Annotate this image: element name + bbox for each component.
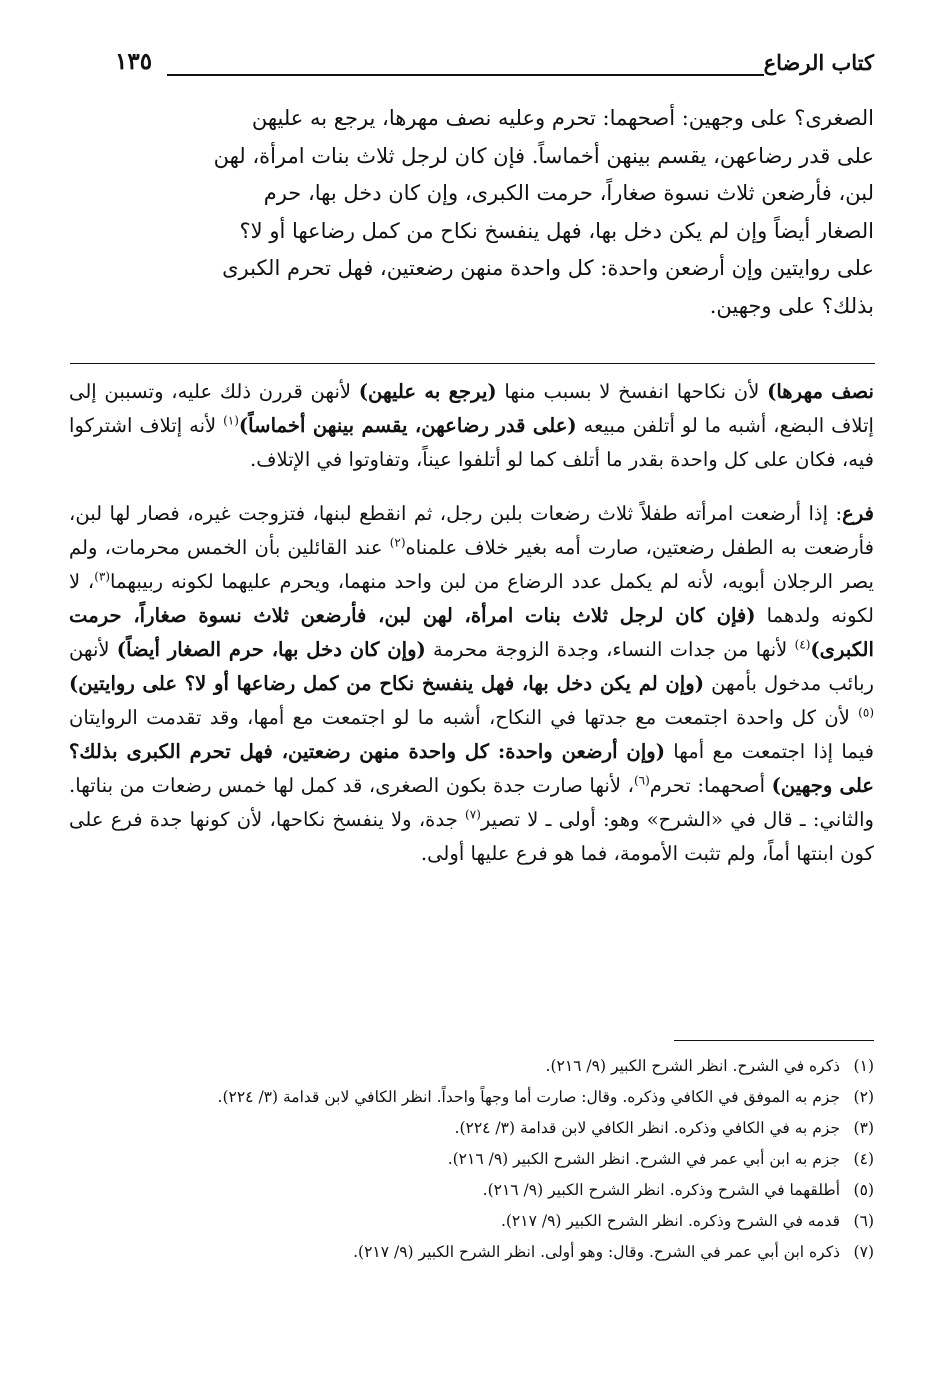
sharh-segment: جدة، ولا ينفسخ نكاحها، لأن كونها جدة فرع على كون ابنتها أماً، ولم تثبت الأمومة، فما هو فرع عليها أولى.	[69, 808, 874, 865]
matn-line: على روايتين وإن أرضعن واحدة: كل واحدة منهن رضعتين، فهل تحرم الكبرى	[222, 256, 874, 280]
footnote-text: ذكره ابن أبي عمر في الشرح. وقال: وهو أولى. انظر الشرح الكبير (٩/ ٢١٧).	[353, 1243, 840, 1261]
sharh-bold-segment: (وإن كان دخل بها، حرم الصغار أيضاً)	[116, 638, 426, 661]
footnote-text: قدمه في الشرح وذكره. انظر الشرح الكبير (٩/ ٢١٧).	[500, 1212, 840, 1230]
footnote-ref[interactable]: (٥)	[858, 705, 874, 720]
sharh-bold-segment: فرع	[842, 502, 874, 525]
footnote-number: (٤)	[853, 1150, 874, 1168]
sharh-bold-segment: (وإن أرضعن واحدة: كل واحدة منهن رضعتين، فهل تحرم الكبرى بذلك؟ على وجهين)	[69, 740, 874, 797]
sharh-paragraph-1	[69, 375, 874, 477]
footnote-item	[69, 1051, 874, 1082]
sharh-bold-segment: نصف مهرها)	[767, 380, 874, 403]
footnote-number: (٥)	[853, 1181, 874, 1199]
page-header	[115, 46, 874, 86]
sharh-segment: لأنهن ربائب مدخول بأمهن	[69, 638, 874, 695]
sharh-bold-segment: (فإن كان لرجل ثلاث بنات امرأة، لهن لبن، فأرضعن ثلاث نسوة صغاراً، حرمت الكبرى)	[69, 604, 874, 661]
footnote-ref[interactable]: (٤)	[794, 637, 811, 652]
sharh-segment: لأنه إتلاف اشتركوا فيه، فكان على كل واحدة بقدر ما أتلف كما لو أتلفوا عيناً، وتفاوتوا في الإتلاف.	[69, 414, 874, 471]
sharh-paragraph-2	[69, 497, 874, 871]
sharh-segment: لأن كل واحدة اجتمعت مع جدتها في النكاح، أشبه ما لو اجتمعت مع أمها، وقد تقدمت الروايتان فيما إذا اجتمعت مع أمها	[69, 706, 874, 763]
footnote-text: جزم به في الكافي وذكره. انظر الكافي لابن قدامة (٣/ ٢٢٤).	[454, 1119, 840, 1137]
sharh-segment: لأنهن قررن ذلك عليه، وتسببن إلى إتلاف البضع، أشبه ما لو أتلفن مبيعه	[69, 380, 874, 437]
sharh-text	[69, 375, 874, 871]
book-title: كتاب الرضاع	[763, 50, 874, 75]
sharh-bold-segment: (على قدر رضاعهن، يقسم بينهن أخماساً)	[238, 414, 577, 437]
footnote-number: (٣)	[853, 1119, 874, 1137]
footnote-item	[69, 1082, 874, 1113]
footnote-text: جزم به الموفق في الكافي وذكره. وقال: صارت أما وجهاً واحداً. انظر الكافي لابن قدامة (٣/ ٢٢٤).	[217, 1088, 840, 1106]
sharh-segment: ، لا لكونه ولدهما	[69, 570, 874, 627]
footnote-ref[interactable]: (١)	[223, 413, 239, 428]
sharh-bold-segment: (وإن لم يكن دخل بها، فهل ينفسخ نكاح من كمل رضاعها أو لا؟ على روايتين)	[69, 672, 704, 695]
footnote-item	[69, 1237, 874, 1268]
sharh-bold-segment: (يرجع به عليهن)	[358, 380, 497, 403]
page-number: ١٣٥	[115, 48, 153, 75]
matn-text	[69, 100, 874, 325]
footnote-item	[69, 1144, 874, 1175]
header-rule	[167, 74, 764, 76]
sharh-segment: عند القائلين بأن الخمس محرمات، ولم يصر الرجلان أبويه، لأنه لم يكمل عدد الرضاع من لبن واحد منهما، ويحرم عليهما لكونه ربيبهما	[69, 536, 874, 593]
footnotes-separator	[674, 1040, 874, 1041]
footnote-text: أطلقهما في الشرح وذكره. انظر الشرح الكبير (٩/ ٢١٦).	[482, 1181, 840, 1199]
footnote-number: (٧)	[853, 1243, 874, 1261]
matn-line: الصغرى؟ على وجهين: أصحهما: تحرم وعليه نصف مهرها، يرجع به عليهن	[251, 106, 874, 130]
footnote-text: ذكره في الشرح. انظر الشرح الكبير (٩/ ٢١٦).	[545, 1057, 840, 1075]
footnote-number: (١)	[853, 1057, 874, 1075]
sharh-segment: ، لأنها صارت جدة بكون الصغرى، قد كمل لها خمس رضعات من بناتها. والثاني: ـ قال في «الشرح» وهو: أولى ـ لا تصير	[69, 774, 874, 831]
sharh-segment: لأن نكاحها انفسخ لا بسبب منها	[496, 380, 768, 403]
footnote-ref[interactable]: (٣)	[94, 569, 111, 584]
sharh-segment: : إذا أرضعت امرأته طفلاً ثلاث رضعات بلبن رجل، ثم انقطع لبنها، فتزوجت غيره، فصار لها لبن، فأرضعت به الطفل رضعتين، صارت أمه بغير خلاف علمناه	[69, 502, 874, 559]
matn-line: لبن، فأرضعن ثلاث نسوة صغاراً، حرمت الكبرى، وإن كان دخل بها، حرم	[263, 181, 874, 205]
footnote-item	[69, 1175, 874, 1206]
footnote-number: (٢)	[853, 1088, 874, 1106]
footnotes-list	[69, 1051, 874, 1268]
matn-line: بذلك؟ على وجهين.	[709, 293, 874, 318]
footnote-number: (٦)	[853, 1212, 874, 1230]
sharh-segment: لأنها من جدات النساء، وجدة الزوجة محرمة	[425, 638, 795, 661]
footnote-ref[interactable]: (٢)	[389, 535, 406, 550]
footnote-item	[69, 1206, 874, 1237]
matn-line: على قدر رضاعهن، يقسم بينهن أخماساً. فإن كان لرجل ثلاث بنات امرأة، لهن	[213, 143, 874, 168]
matn-sharh-separator	[70, 363, 875, 364]
footnote-ref[interactable]: (٦)	[633, 773, 650, 788]
sharh-segment: أصحهما: تحرم	[649, 774, 772, 797]
matn-line: الصغار أيضاً وإن لم يكن دخل بها، فهل ينفسخ نكاح من كمل رضاعها أو لا؟	[239, 218, 874, 243]
footnote-item	[69, 1113, 874, 1144]
footnote-text: جزم به ابن أبي عمر في الشرح. انظر الشرح الكبير (٩/ ٢١٦).	[447, 1150, 840, 1168]
footnote-ref[interactable]: (٧)	[465, 807, 481, 822]
